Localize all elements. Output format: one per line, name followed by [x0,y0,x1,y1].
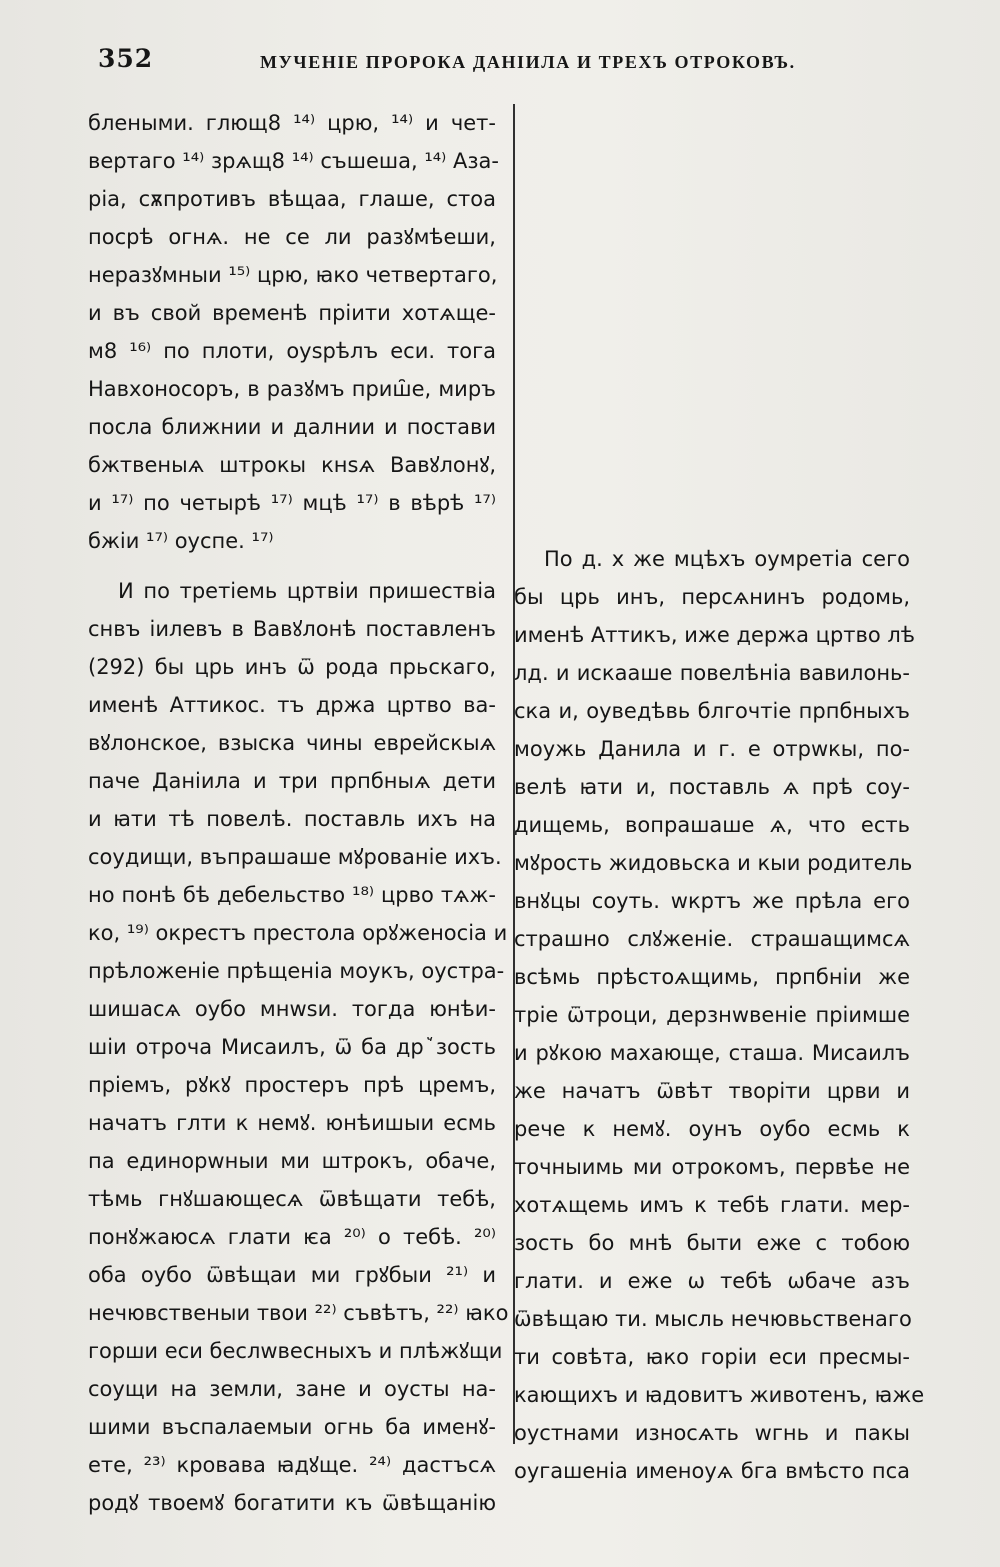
text-line: бы црь инъ, персѧнинъ родомь, [514,585,910,609]
text-line: велѣ ꙗти и, поставль ѧ прѣ соу- [514,775,910,799]
text-line: и рꙋкою махающе, сташа. Мисаилъ [514,1041,910,1065]
text-line: и въ свой временѣ пріити хотѧще- [88,301,496,325]
text-line: и ¹⁷⁾ по четырѣ ¹⁷⁾ мцѣ ¹⁷⁾ в вѣрѣ ¹⁷⁾ [88,491,496,515]
text-line: ріа, сѫпротивъ вѣщаа, глаше, стоа [88,187,496,211]
text-line: внꙋцы соуть. wкртъ же прѣла его [514,889,910,913]
text-line: паче Даніила и три прпбныѧ дети [88,769,496,793]
text-line: лд. и искааше повелѣніа вавилонь- [514,661,910,685]
text-line: блеными. глющ8 ¹⁴⁾ црю, ¹⁴⁾ и чет- [88,111,496,135]
running-title: МУЧЕНІЕ ПРОРОКА ДАНІИЛА И ТРЕХЪ ОТРОКОВЪ. [260,52,796,72]
text-line: рече к немꙋ. оунъ оубо есмь к [514,1117,910,1141]
text-line: неразꙋмныи ¹⁵⁾ црю, ꙗко четвертаго, [88,263,498,287]
text-line: оба оубо ѿвѣщаи ми грꙋбыи ²¹⁾ и [88,1263,496,1287]
text-line: понꙋжаюсѧ глати ѥа ²⁰⁾ о тебѣ. ²⁰⁾ [88,1225,496,1249]
text-line: ко, ¹⁹⁾ окрестъ престола орꙋженосіа и [88,921,508,945]
right-column [514,104,925,1483]
text-line: м8 ¹⁶⁾ по плоти, оуѕрѣлъ еси. тога [88,339,496,363]
text-line: горши еси беслwвесныхъ и плѣжꙋщи [88,1339,503,1363]
text-line: оустнами изнoсѧть wгнь и пакы [514,1421,910,1445]
text-line: па единорwныи ми штрокъ, обаче, [88,1149,496,1173]
text-line: тѣмь гнꙋшающесѧ ѿвѣщати тебѣ, [88,1187,496,1211]
text-line: именѣ Аттикос. тъ држа цртво ва- [88,693,496,717]
text-line: посла ближнии и далнии и постави [88,415,496,439]
text-line: вертаго ¹⁴⁾ зрѧщ8 ¹⁴⁾ съшеша, ¹⁴⁾ Аза- [88,149,499,173]
text-line: снвъ іилевъ в Вавꙋлонѣ поставленъ [88,617,496,641]
text-line: прѣложеніе прѣщеніа моукъ, оустра- [88,959,505,983]
page-number: 352 [98,44,154,73]
text-line: начатъ глти к немꙋ. юнѣишыи есмь [88,1111,496,1135]
text-line: глати. и еже ѡ тебѣ ѡбаче азъ [514,1269,910,1293]
text-line: нечювственыи твои ²²⁾ съвѣтъ, ²²⁾ ꙗко [88,1301,509,1325]
text-line: пріемъ, рꙋкꙋ простеръ прѣ цремъ, [88,1073,496,1097]
left-column [88,104,509,1515]
text-line: Навхоносоръ, в разꙋмъ приш̑е, миръ [88,377,496,401]
text-line: тріе ѿтроци, дерзнwвеніе пріимше [514,1003,910,1027]
text-line: бжтвеныѧ штрокы кнѕѧ Вавꙋлонꙋ, [88,453,496,477]
page-header [98,44,796,84]
text-line: ска и, оуведѣвь блгочтіе прпбныхъ [514,699,910,723]
text-line: родꙋ твоемꙋ богатити къ ѿвѣщанію [88,1491,496,1515]
text-line: посрѣ огнѧ. не се ли разꙋмѣеши, [88,225,496,249]
text-line: дищемь, вопрашаше ѧ, что есть [514,813,910,837]
text-line: бжіи ¹⁷⁾ оуспе. ¹⁷⁾ [88,529,274,553]
text-line: шими въспалаемыи огнь ба именꙋ- [88,1415,496,1439]
right-column-blank-area [514,104,910,540]
text-line: хотѧщемь имъ к тебѣ глати. мер- [514,1193,910,1217]
paragraph-gap [88,560,496,572]
text-line: И по третіемь цртвіи пришествіа [118,579,496,603]
text-line: моужь Данила и г. е отрwкы, по- [514,737,910,761]
text-line: шишасѧ оубо мнwѕи. тогда юнѣи- [88,997,496,1021]
text-line: вꙋлонское, взыска чины еврейскыѧ [88,731,496,755]
text-line: кающихъ и ꙗдовитъ животенъ, ꙗже [514,1383,925,1407]
text-line: страшно слꙋженіе. страшащимсѧ [514,927,910,951]
text-line: (292) бы црь инъ ѿ рода прьскаго, [88,655,496,679]
text-line: По д. х же мцѣхъ оумретіа сего [544,547,910,571]
right-paragraph-1 [514,540,925,1490]
text-line: шіи отроча Мисаилъ, ѿ ба дрꙿзость [88,1035,496,1059]
text-line: ѿвѣщаю ти. мысль нечювьственаго [514,1307,912,1331]
text-line: соудищи, въпрашаше мꙋрованіе ихъ. [88,845,502,869]
left-paragraph-2 [88,572,509,1522]
text-line: именѣ Аттикъ, иже держа цртво лѣ [514,623,915,647]
text-line: мꙋрость жидовьска и кыи родитель [514,851,913,875]
text-line: же начатъ ѿвѣт творіти црви и [514,1079,910,1103]
text-line: соущи на земли, зане и оусты на- [88,1377,496,1401]
left-paragraph-1 [88,104,499,560]
text-line: ти совѣта, ꙗко горіи еси пресмы- [514,1345,910,1369]
text-line: но понѣ бѣ дебельство ¹⁸⁾ црво тѧж- [88,883,496,907]
text-line: зость бо мнѣ быти еже с тобою [514,1231,910,1255]
text-line: и ꙗти тѣ повелѣ. поставль ихъ на [88,807,496,831]
text-line: всѣмь прѣстоѧщимь, прпбніи же [514,965,910,989]
text-line: ете, ²³⁾ кровава ꙗдꙋще. ²⁴⁾ дастъсѧ [88,1453,496,1477]
text-line: точныимь ми отрокомъ, первѣе не [514,1155,910,1179]
text-line: оугашеніа именоуѧ бга вмѣсто пса [514,1459,910,1483]
